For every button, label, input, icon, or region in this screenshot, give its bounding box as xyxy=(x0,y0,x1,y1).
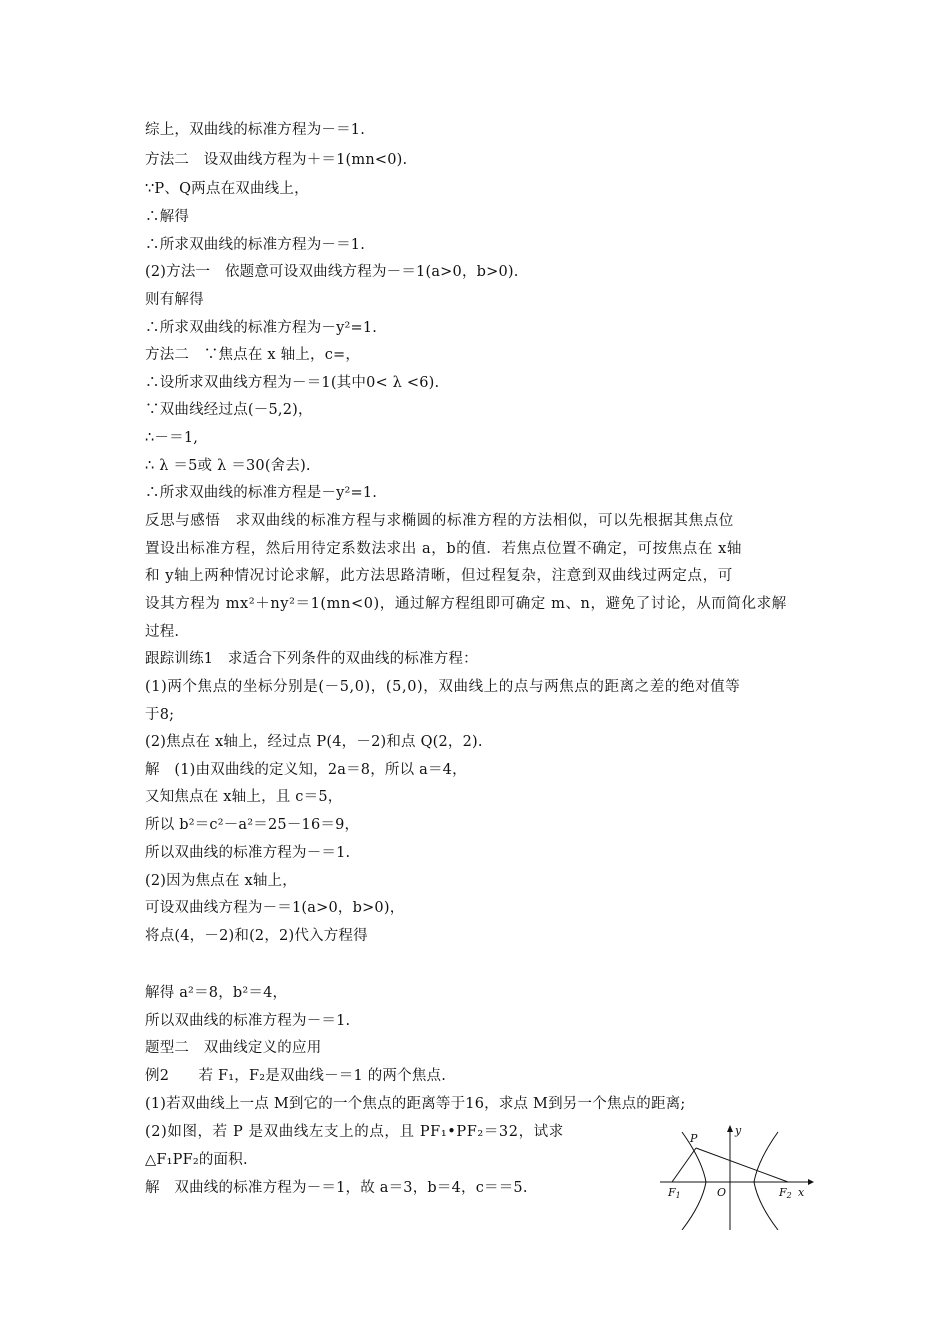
text-line: 方法二 ∵焦点在 x 轴上，c=， xyxy=(145,347,361,363)
text-line: 所以双曲线的标准方程为－＝1. xyxy=(145,1013,351,1029)
text-line: 置设出标准方程，然后用待定系数法求出 a，b的值．若焦点位置不确定，可按焦点在 x轴 xyxy=(145,541,743,557)
text-line: ∴所求双曲线的标准方程为－y²=1. xyxy=(145,320,378,336)
text-line: ∴ λ ＝5或 λ ＝30(舍去). xyxy=(145,458,311,474)
text-line: 过程. xyxy=(145,624,180,640)
label-o: O xyxy=(717,1186,727,1199)
text-line: (2)如图，若 P 是双曲线左支上的点，且 PF₁•PF₂＝32，试求 xyxy=(145,1124,564,1140)
text-line: 设其方程为 mx²＋ny²＝1(mn<0)，通过解方程组即可确定 m、n，避免了讨论，从而简化求解 xyxy=(145,596,787,612)
text-line: 所以 b²＝c²－a²＝25－16＝9， xyxy=(145,817,360,833)
text-line: (2)焦点在 x轴上，经过点 P(4，－2)和点 Q(2，2). xyxy=(145,734,483,750)
text-line: △F₁PF₂的面积. xyxy=(145,1152,248,1168)
text-line: 跟踪训练1 求适合下列条件的双曲线的标准方程： xyxy=(145,651,478,667)
text-line: 又知焦点在 x轴上，且 c＝5， xyxy=(145,789,343,805)
text-line: ∴所求双曲线的标准方程为－＝1. xyxy=(145,237,366,253)
label-y: y xyxy=(735,1124,742,1137)
hyperbola-left-branch xyxy=(682,1132,706,1230)
hyperbola-diagram xyxy=(660,1120,820,1230)
text-line: (2)因为焦点在 x轴上， xyxy=(145,873,297,889)
text-line: 方法二 设双曲线方程为＋＝1(mn<0). xyxy=(145,152,408,168)
text-line: 反思与感悟 求双曲线的标准方程与求椭圆的标准方程的方法相似，可以先根据其焦点位 xyxy=(145,513,734,529)
text-line: (1)若双曲线上一点 M到它的一个焦点的距离等于16，求点 M到另一个焦点的距离; xyxy=(145,1096,686,1112)
text-line: ∵P、Q两点在双曲线上， xyxy=(145,181,309,197)
segment-pf2 xyxy=(696,1148,788,1182)
text-line: ∴解得 xyxy=(145,209,190,225)
text-line: 题型二 双曲线定义的应用 xyxy=(145,1040,322,1056)
text-line: 解 双曲线的标准方程为－＝1，故 a＝3，b＝4，c＝＝5. xyxy=(145,1180,528,1196)
text-line: (1)两个焦点的坐标分别是(－5,0)，(5,0)，双曲线上的点与两焦点的距离之差的绝对值等 xyxy=(145,679,741,695)
text-line: 于8; xyxy=(145,707,175,723)
text-line: ∵双曲线经过点(－5,2)， xyxy=(145,402,313,418)
text-line: 所以双曲线的标准方程为－＝1. xyxy=(145,845,351,861)
hyperbola-figure xyxy=(660,1120,820,1230)
text-line: ∴所求双曲线的标准方程是－y²=1. xyxy=(145,485,378,501)
text-line: ∴设所求双曲线方程为－＝1(其中0< λ <6). xyxy=(145,375,440,391)
text-line: 则有解得 xyxy=(145,292,204,308)
text-line: (2)方法一 依题意可设双曲线方程为－＝1(a>0，b>0). xyxy=(145,264,519,280)
text-line: 可设双曲线方程为－＝1(a>0，b>0)， xyxy=(145,900,405,916)
label-x: x xyxy=(798,1186,805,1199)
segment-pf1 xyxy=(672,1148,696,1182)
text-line: 综上，双曲线的标准方程为－＝1. xyxy=(145,122,366,138)
x-axis-arrow xyxy=(808,1179,814,1185)
text-line: 解得 a²＝8，b²＝4， xyxy=(145,985,288,1001)
label-f1: F1 xyxy=(668,1186,681,1200)
label-f2: F2 xyxy=(779,1186,792,1200)
hyperbola-right-branch xyxy=(754,1132,778,1230)
y-axis-arrow xyxy=(727,1125,733,1132)
text-line: ∴－＝1, xyxy=(145,430,199,446)
text-line: 和 y轴上两种情况讨论求解，此方法思路清晰，但过程复杂，注意到双曲线过两定点，可 xyxy=(145,568,733,584)
text-line: 解 (1)由双曲线的定义知，2a＝8，所以 a＝4， xyxy=(145,762,467,778)
text-line: 将点(4，－2)和(2，2)代入方程得 xyxy=(145,928,368,944)
label-p: P xyxy=(690,1132,698,1145)
text-line: 例2 若 F₁，F₂是双曲线－＝1 的两个焦点. xyxy=(145,1068,447,1084)
